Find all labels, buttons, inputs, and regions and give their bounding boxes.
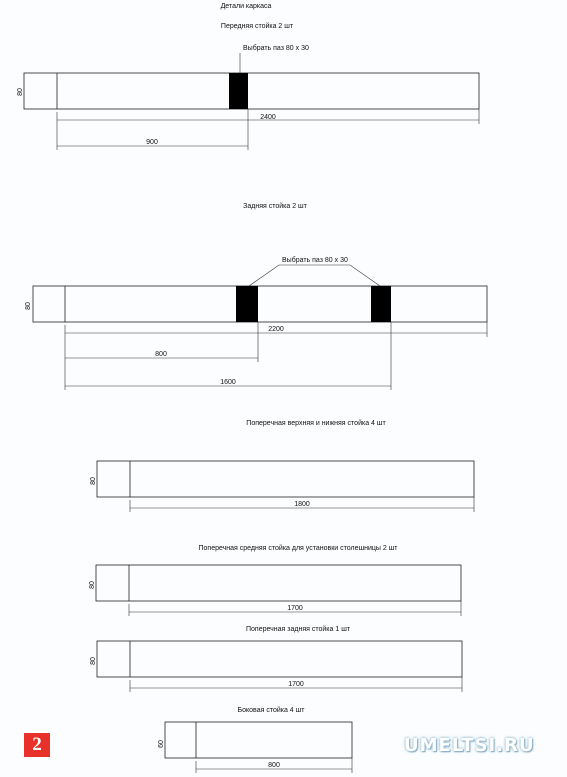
post-outline — [97, 461, 474, 497]
part-title: Поперечная средняя стойка для установки столешницы 2 шт — [198, 545, 398, 552]
length-dimension: 2400 — [260, 114, 276, 121]
part-title: Передняя стойка 2 шт — [220, 23, 294, 30]
post-outline — [165, 722, 352, 758]
groove-mark — [371, 286, 391, 322]
length-dimension: 1700 — [288, 681, 304, 688]
post-outline — [24, 73, 479, 109]
height-dimension: 80 — [17, 88, 24, 96]
part-title: Задняя стойка 2 шт — [243, 203, 307, 210]
height-dimension: 80 — [89, 581, 96, 589]
part-title: Поперечная верхняя и нижняя стойка 4 шт — [246, 420, 386, 427]
sheet-title: Детали каркаса — [220, 3, 272, 10]
part-title: Боковая стойка 4 шт — [237, 707, 305, 714]
part-cross-middle — [89, 544, 461, 616]
part-rear-post — [25, 202, 487, 390]
groove-label: Выбрать паз 80 х 30 — [282, 257, 348, 264]
part-title: Поперечная задняя стойка 1 шт — [245, 626, 351, 633]
page-number-badge: 2 — [24, 733, 50, 757]
part-cross-rear — [90, 625, 462, 692]
groove-mark — [229, 73, 248, 109]
offset-dimension: 900 — [146, 139, 158, 146]
length-dimension: 1800 — [294, 501, 310, 508]
length-dimension: 2200 — [268, 326, 284, 333]
post-outline — [96, 565, 461, 601]
groove-leader — [249, 265, 380, 286]
offset-dimension: 800 — [155, 351, 167, 358]
post-outline — [97, 641, 462, 677]
offset-dimension: 1600 — [220, 379, 236, 386]
height-dimension: 80 — [25, 302, 32, 310]
height-dimension: 80 — [90, 477, 97, 485]
post-outline — [33, 286, 487, 322]
length-dimension: 1700 — [287, 605, 303, 612]
length-dimension: 800 — [268, 762, 280, 769]
site-watermark: UMELTSI.RU — [404, 735, 535, 756]
part-front-post — [17, 22, 479, 150]
height-dimension: 80 — [90, 657, 97, 665]
part-cross-top-bottom — [90, 419, 474, 512]
height-dimension: 60 — [158, 740, 165, 748]
part-side-post — [158, 706, 352, 773]
groove-label: Выбрать паз 80 х 30 — [243, 45, 309, 52]
groove-mark — [236, 286, 258, 322]
